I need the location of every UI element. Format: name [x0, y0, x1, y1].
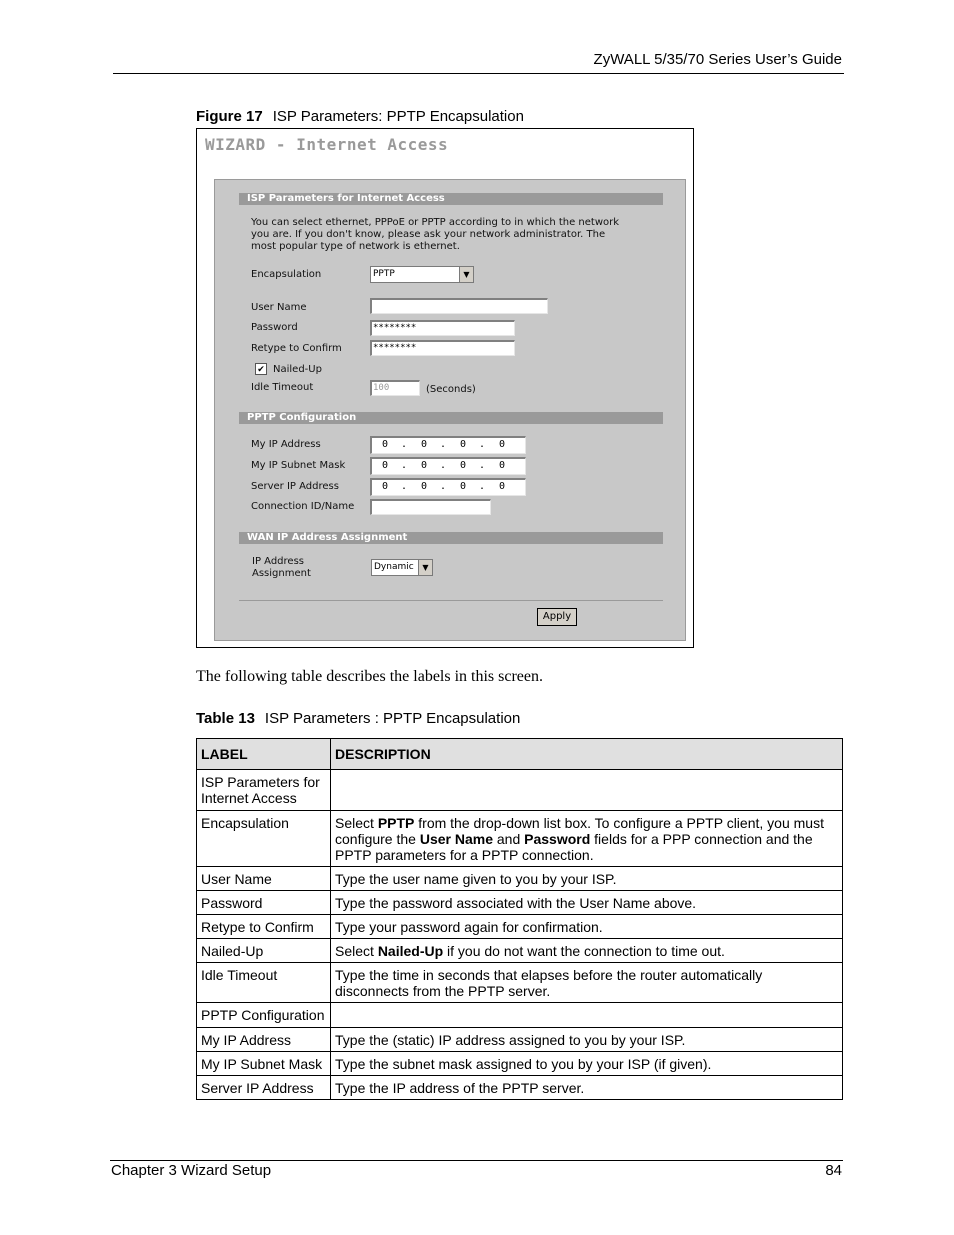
row-label: Nailed-Up [197, 939, 331, 963]
encapsulation-select[interactable] [370, 266, 474, 283]
server-ip-label: Server IP Address [251, 481, 339, 492]
footer-rule [110, 1160, 843, 1161]
section-wan-ip-assignment: WAN IP Address Assignment [239, 532, 663, 544]
header-rule [113, 73, 844, 74]
wizard-description-line-3: most popular type of network is ethernet. [251, 241, 460, 252]
row-label: My IP Subnet Mask [197, 1052, 331, 1076]
my-mask-input[interactable]: 0 . 0 . 0 . 0 [370, 457, 526, 475]
user-name-input[interactable] [370, 298, 548, 314]
table-row [197, 891, 843, 915]
nailed-up-checkbox[interactable]: ✔ [255, 363, 267, 375]
my-ip-label: My IP Address [251, 439, 321, 450]
chevron-down-icon: ▼ [418, 560, 432, 575]
header-description: DESCRIPTION [331, 739, 843, 770]
chevron-down-icon: ▼ [459, 267, 473, 282]
figure-caption-label: Figure 17 [196, 108, 263, 125]
row-description: Type the password associated with the User Name above. [331, 891, 843, 915]
retype-label: Retype to Confirm [251, 343, 342, 354]
table-row [197, 963, 843, 1003]
ip-assignment-select[interactable] [371, 559, 433, 576]
seconds-unit: (Seconds) [426, 384, 476, 395]
row-label: Password [197, 891, 331, 915]
table-caption [196, 710, 520, 727]
page-number: 84 [825, 1162, 842, 1179]
conn-id-input[interactable] [370, 499, 491, 515]
row-description: Select Nailed-Up if you do not want the connection to time out. [331, 939, 843, 963]
row-label: Idle Timeout [197, 963, 331, 1003]
row-description [331, 770, 843, 811]
wizard-description-line-2: you are. If you don't know, please ask your network administrator. The [251, 229, 606, 240]
row-description: Type the subnet mask assigned to you by your ISP (if given). [331, 1052, 843, 1076]
my-mask-label: My IP Subnet Mask [251, 460, 346, 471]
row-label: Server IP Address [197, 1076, 331, 1100]
row-label: ISP Parameters for Internet Access [197, 770, 331, 811]
intro-text: The following table describes the labels in this screen. [196, 668, 544, 685]
row-description: Type the IP address of the PPTP server. [331, 1076, 843, 1100]
my-ip-input[interactable]: 0 . 0 . 0 . 0 [370, 436, 526, 454]
row-label: PPTP Configuration [197, 1003, 331, 1028]
row-label: Encapsulation [197, 811, 331, 867]
ip-assignment-value: Dynamic [374, 562, 414, 572]
section-pptp-configuration: PPTP Configuration [239, 412, 663, 424]
server-ip-input[interactable]: 0 . 0 . 0 . 0 [370, 478, 526, 496]
row-description: Type the (static) IP address assigned to you by your ISP. [331, 1028, 843, 1052]
footer-chapter: Chapter 3 Wizard Setup [111, 1162, 272, 1179]
encapsulation-value: PPTP [373, 269, 395, 279]
description-table [196, 738, 843, 1100]
table-row [197, 811, 843, 867]
encapsulation-label: Encapsulation [251, 269, 322, 280]
table-header-row [197, 739, 843, 770]
table-caption-label: Table 13 [196, 710, 255, 727]
wizard-panel [214, 179, 686, 641]
row-description [331, 1003, 843, 1028]
wizard-divider [239, 600, 663, 601]
password-label: Password [251, 322, 298, 333]
wizard-title: WIZARD - Internet Access [205, 135, 449, 154]
user-name-label: User Name [251, 302, 307, 313]
section-isp-parameters: ISP Parameters for Internet Access [239, 193, 663, 205]
table-row [197, 1076, 843, 1100]
table-row [197, 867, 843, 891]
apply-button[interactable]: Apply [537, 608, 577, 626]
page-header-title: ZyWALL 5/35/70 Series User’s Guide [593, 51, 842, 68]
wizard-description-line-1: You can select ethernet, PPPoE or PPTP according to in which the network [251, 217, 620, 228]
row-description: Type the time in seconds that elapses before the router automatically disconnects from the PPTP server. [331, 963, 843, 1003]
table-row [197, 939, 843, 963]
table-row [197, 915, 843, 939]
table-caption-text: ISP Parameters : PPTP Encapsulation [264, 710, 521, 727]
row-label: User Name [197, 867, 331, 891]
row-label: Retype to Confirm [197, 915, 331, 939]
ip-assignment-label-line-2: Assignment [252, 568, 311, 579]
table-row [197, 770, 843, 811]
nailed-up-label: Nailed-Up [273, 364, 322, 375]
figure-screenshot [196, 128, 694, 648]
retype-input[interactable]: ******** [370, 340, 515, 356]
password-input[interactable]: ******** [370, 320, 515, 336]
figure-caption-text: ISP Parameters: PPTP Encapsulation [272, 108, 524, 125]
row-label: My IP Address [197, 1028, 331, 1052]
header-label: LABEL [197, 739, 331, 770]
idle-timeout-label: Idle Timeout [251, 382, 314, 393]
table-row [197, 1052, 843, 1076]
figure-caption [196, 108, 524, 125]
idle-timeout-input[interactable]: 100 [370, 380, 420, 396]
row-description: Select PPTP from the drop-down list box. To configure a PPTP client, you must configure the User Name and Password fields for a PPP connection and the PPTP parameters for a PPTP connection. [331, 811, 843, 867]
row-description: Type your password again for confirmation. [331, 915, 843, 939]
table-row [197, 1028, 843, 1052]
conn-id-label: Connection ID/Name [251, 501, 355, 512]
ip-assignment-label-line-1: IP Address [252, 556, 304, 567]
row-description: Type the user name given to you by your ISP. [331, 867, 843, 891]
table-row [197, 1003, 843, 1028]
